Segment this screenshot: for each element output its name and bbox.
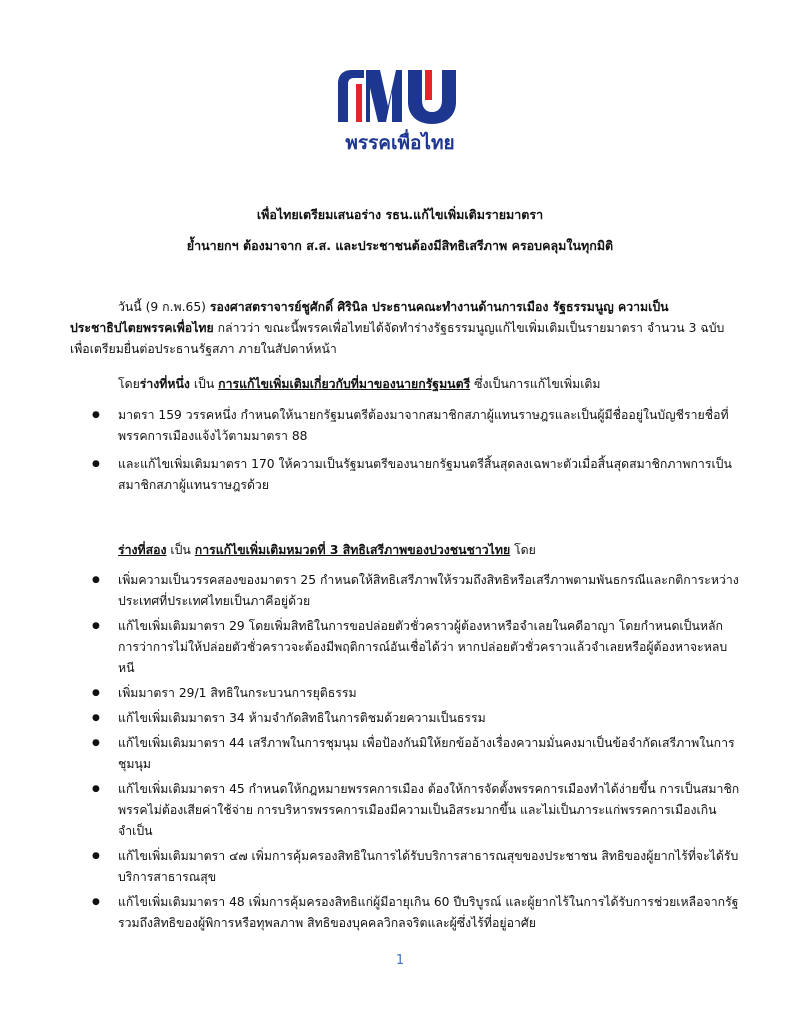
first-draft-mid: เป็น <box>189 377 219 391</box>
second-draft-bullets <box>118 570 743 938</box>
list-item: ● แก้ไขเพิ่มเติมมาตรา ๔๗ เพิ่มการคุ้มครองสิทธิในการได้รับบริการสาธารณสุขของประชาชน สิทธิของผู้ยากไร้ที่จะได้รับบริการสาธารณสุข <box>118 846 743 888</box>
logo-text: พรรคเพื่อไทย <box>345 132 455 154</box>
first-draft-heading <box>118 374 738 395</box>
first-draft-label: ร่างที่หนึ่ง <box>139 377 190 391</box>
list-item: ● แก้ไขเพิ่มเติมมาตรา 44 เสรีภาพในการชุมนุม เพื่อป้องกันมิให้ยกข้ออ้างเรื่องความมั่นคงมาเป็นข้อจำกัดเสรีภาพในการชุมนุม <box>118 733 743 775</box>
list-item: ● และแก้ไขเพิ่มเติมมาตรา 170 ให้ความเป็นรัฐมนตรีของนายกรัฐมนตรีสิ้นสุดลงเฉพาะตัวเมื่อสิ้นสุดสมาชิกภาพการเป็นสมาชิกสภาผู้แทนราษฎรด้วย <box>118 454 743 496</box>
second-draft-topic: การแก้ไขเพิ่มเติมหมวดที่ 3 สิทธิเสรีภาพของปวงชนชาวไทย <box>194 543 511 557</box>
intro-bold: รองศาสตราจารย์ชูศักดิ์ ศิรินิล ประธานคณะทำงานด้านการเมือง รัฐธรรมนูญ ความเป็นประชาธิปไตยพรรคเพื่อไทย <box>70 300 669 335</box>
list-item: ● แก้ไขเพิ่มเติมมาตรา 29 โดยเพิ่มสิทธิในการขอปล่อยตัวชั่วคราวผู้ต้องหาหรือจำเลยในคดีอาญา โดยกำหนดเป็นหลักการว่าการไม่ให้ปล่อยตัวชั่วคราวจะต้องมีพฤติการณ์อันเชื่อได้ว่า หากปล่อยตัวชั่วคราวแล้วจำเลยหรือผู้ต้องหาจะหลบหนี <box>118 616 743 679</box>
first-draft-topic: การแก้ไขเพิ่มเติมเกี่ยวกับที่มาของนายกรัฐมนตรี <box>218 377 471 391</box>
list-item: ● แก้ไขเพิ่มเติมมาตรา 45 กำหนดให้กฎหมายพรรคการเมือง ต้องให้การจัดตั้งพรรคการเมืองทำได้ง่ายขึ้น การเป็นสมาชิกพรรคไม่ต้องเสียค่าใช้จ่าย การบริหารพรรคการเมืองมีความเป็นอิสระมากขึ้น และไม่เป็นภาระแก่พรรคการเมืองเกินจำเป็น <box>118 779 743 842</box>
list-item: ● เพิ่มมาตรา 29/1 สิทธิในกระบวนการยุติธรรม <box>118 683 743 704</box>
first-draft-bullets <box>118 405 743 503</box>
title-line-2: ย้ำนายกฯ ต้องมาจาก ส.ส. และประชาชนต้องมีสิทธิเสรีภาพ ครอบคลุมในทุกมิติ <box>186 238 614 253</box>
first-draft-tail: ซึ่งเป็นการแก้ไขเพิ่มเติม <box>470 377 601 391</box>
party-logo <box>330 64 470 160</box>
list-item: ● มาตรา 159 วรรคหนึ่ง กำหนดให้นายกรัฐมนตรีต้องมาจากสมาชิกสภาผู้แทนราษฎรและเป็นผู้มีชื่ออยู่ในบัญชีรายชื่อที่พรรคการเมืองแจ้งไว้ตามมาตรา 88 <box>118 405 743 447</box>
first-draft-lead: โดย <box>118 377 140 391</box>
list-item: ● แก้ไขเพิ่มเติมมาตรา 48 เพิ่มการคุ้มครองสิทธิแก่ผู้มีอายุเกิน 60 ปีบริบูรณ์ และผู้ยากไร้ในการได้รับการช่วยเหลือจากรัฐ รวมถึงสิทธิของผู้พิการหรือทุพลภาพ สิทธิของบุคคลวิกลจริตและผู้ซึ่งไร้ที่อยู่อาศัย <box>118 892 743 934</box>
list-item: ● แก้ไขเพิ่มเติมมาตรา 34 ห้ามจำกัดสิทธิในการติชมด้วยความเป็นธรรม <box>118 708 743 729</box>
intro-lead: วันนี้ (9 ก.พ.65) <box>118 300 210 314</box>
second-draft-heading <box>118 540 738 561</box>
page-number: 1 <box>395 953 405 968</box>
list-item: ● เพิ่มความเป็นวรรคสองของมาตรา 25 กำหนดให้สิทธิเสรีภาพให้รวมถึงสิทธิหรือเสรีภาพตามพันธกรณีและกติการะหว่างประเทศที่ประเทศไทยเป็นภาคีอยู่ด้วย <box>118 570 743 612</box>
second-draft-tail: โดย <box>510 543 536 557</box>
intro-paragraph <box>70 297 735 360</box>
second-draft-label: ร่างที่สอง <box>118 543 167 557</box>
title-line-1: เพื่อไทยเตรียมเสนอร่าง รธน.แก้ไขเพิ่มเติมรายมาตรา <box>256 207 544 222</box>
intro-rest: กล่าวว่า ขณะนี้พรรคเพื่อไทยได้จัดทำร่างรัฐธรรมนูญแก้ไขเพิ่มเติมเป็นรายมาตรา จำนวน 3 ฉบับ เพื่อเตรียมยื่นต่อประธานรัฐสภา ภายในสัปดาห์หน้า <box>70 321 725 356</box>
logo-mark-icon <box>330 64 470 128</box>
second-draft-mid: เป็น <box>166 543 195 557</box>
